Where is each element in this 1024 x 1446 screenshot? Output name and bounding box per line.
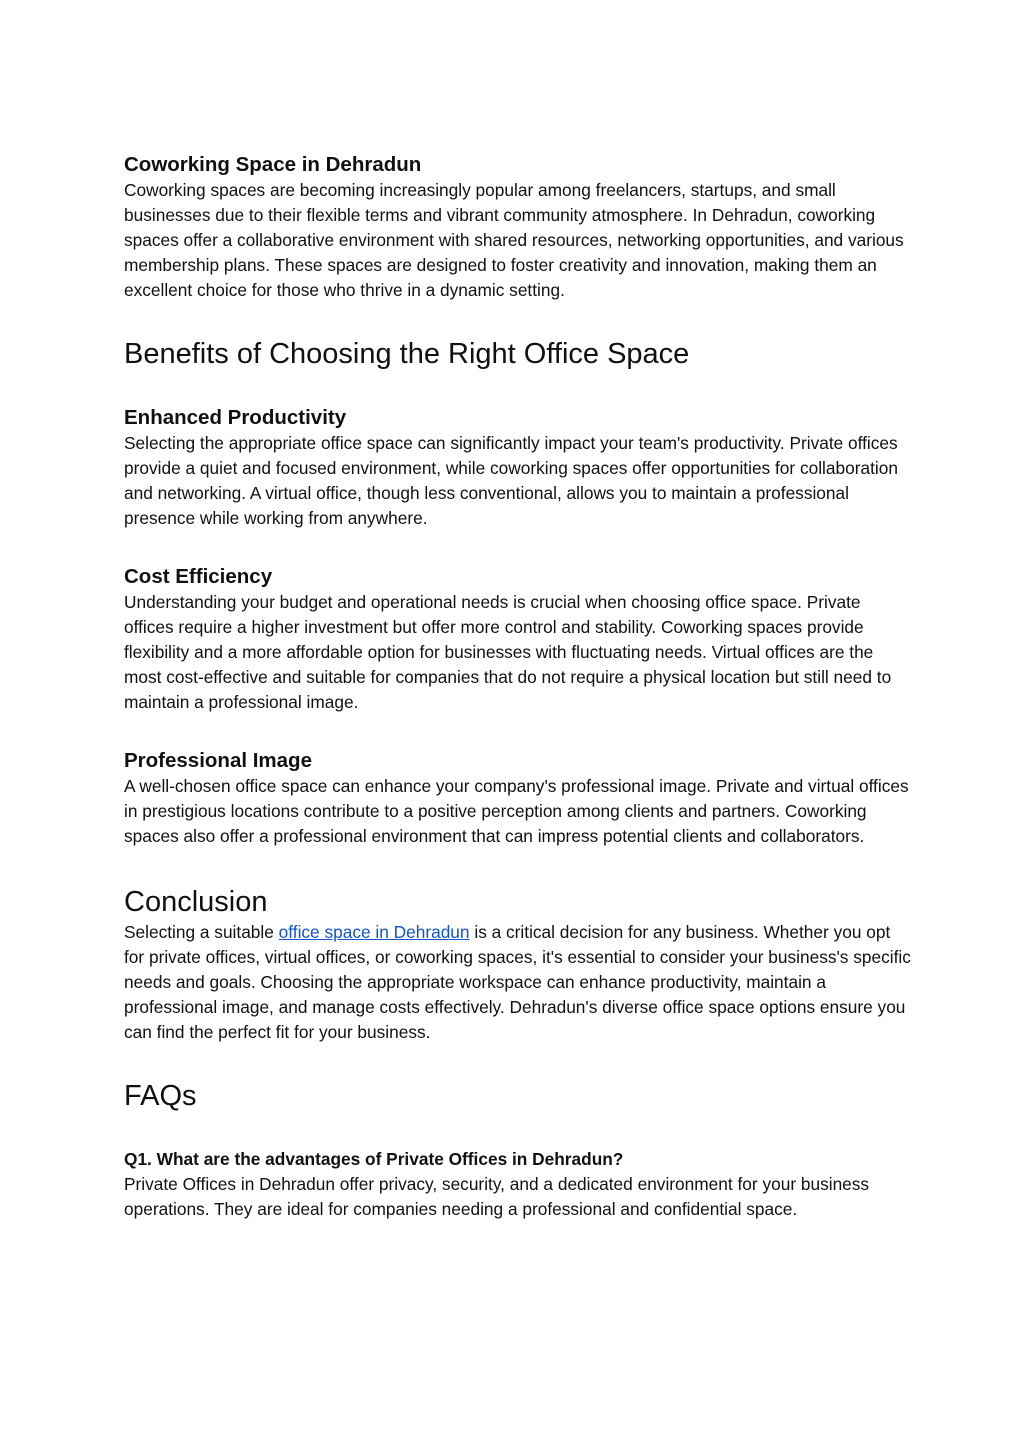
conclusion-text-after: is a critical decision for any business. Whether you opt for private offices, virtual offices, or coworking spaces, it's essential to consider your business's specific needs and goals. Choosing the appropriate workspace can enhance productivity, maintain a professional image, and manage costs effectively. Dehradun's diverse office space options ensure you can find the perfect fit for your business. [124, 922, 911, 1042]
cost-paragraph: Understanding your budget and operational needs is crucial when choosing office space. Private offices require a higher investment but offer more control and stability. Coworking spaces provide flexibility and a more affordable option for businesses with fluctuating needs. Virtual offices are the most cost-effective and suitable for companies that do not require a physical location but still need to maintain a professional image. [124, 592, 892, 712]
conclusion-paragraph [124, 920, 914, 1045]
cost-heading: Cost Efficiency [124, 565, 273, 588]
conclusion-heading: Conclusion [124, 886, 268, 918]
productivity-paragraph: Selecting the appropriate office space can significantly impact your team's productivity. Private offices provide a quiet and focused environment, while coworking spaces offer opportunities for collaboration and networking. A virtual office, though less conventional, allows you to maintain a professional presence while working from anywhere. [124, 433, 898, 528]
coworking-paragraph: Coworking spaces are becoming increasingly popular among freelancers, startups, and small businesses due to their flexible terms and vibrant community atmosphere. In Dehradun, coworking spaces offer a collaborative environment with shared resources, networking opportunities, and various membership plans. These spaces are designed to foster creativity and innovation, making them an excellent choice for those who thrive in a dynamic setting. [124, 180, 904, 300]
image-heading: Professional Image [124, 749, 312, 772]
faq-question: Q1. What are the advantages of Private Offices in Dehradun? [124, 1149, 624, 1169]
coworking-heading: Coworking Space in Dehradun [124, 153, 422, 176]
faqs-heading: FAQs [124, 1080, 197, 1112]
faq-answer: Private Offices in Dehradun offer privacy, security, and a dedicated environment for your business operations. They are ideal for companies needing a professional and confidential space. [124, 1174, 870, 1219]
office-space-link[interactable]: office space in Dehradun [278, 922, 470, 942]
document-page [124, 152, 914, 1222]
benefits-heading: Benefits of Choosing the Right Office Space [124, 338, 690, 370]
image-paragraph: A well-chosen office space can enhance your company's professional image. Private and virtual offices in prestigious locations contribute to a positive perception among clients and partners. Coworking spaces also offer a professional environment that can impress potential clients and collaborators. [124, 776, 909, 846]
conclusion-text-before: Selecting a suitable [124, 922, 279, 942]
productivity-heading: Enhanced Productivity [124, 406, 347, 429]
